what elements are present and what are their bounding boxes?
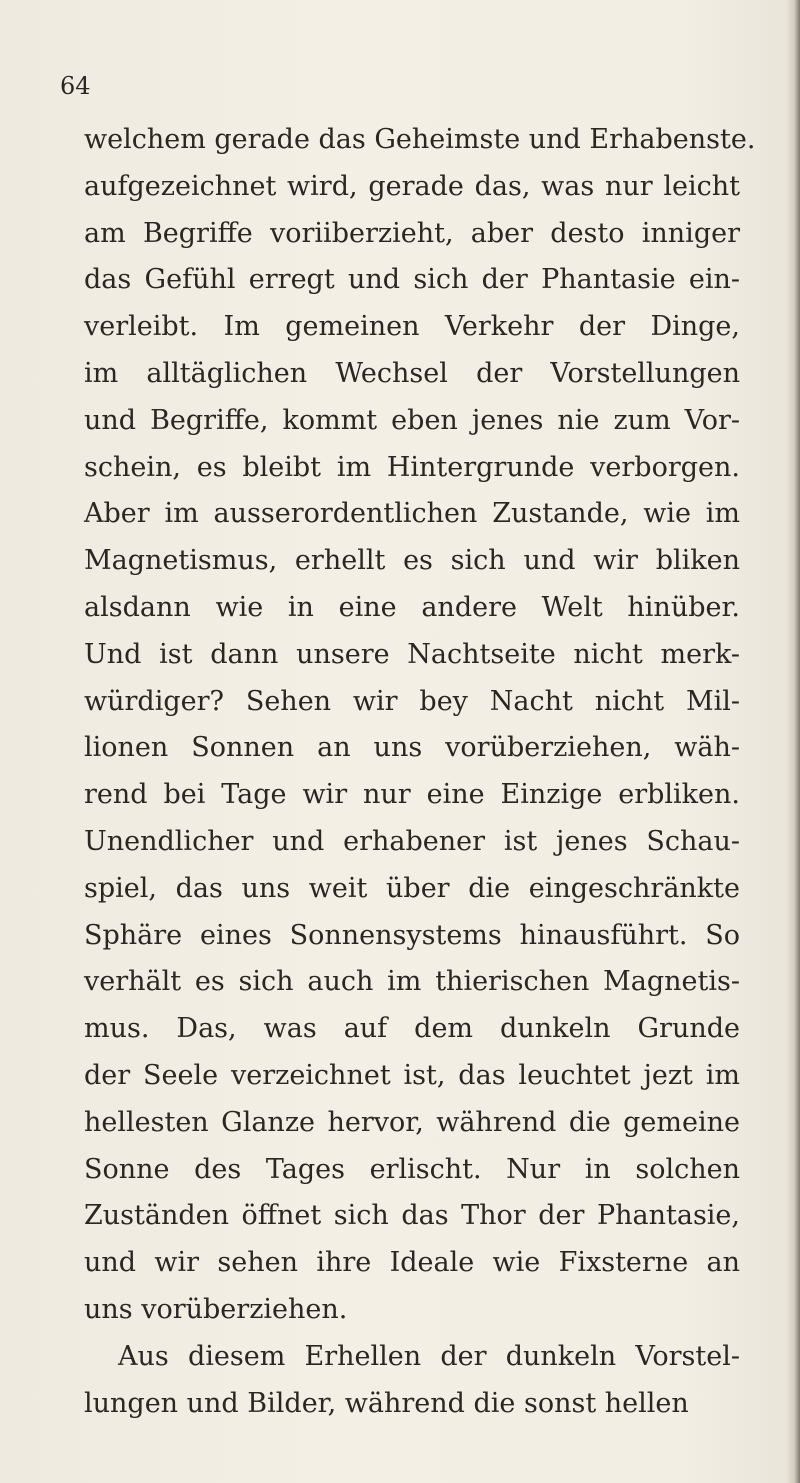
- text-line: der Seele verzeichnet ist, das leuchtet jezt im: [84, 1059, 740, 1091]
- page-number: 64: [60, 72, 91, 100]
- page-edge-shadow: [786, 0, 800, 1483]
- text-line: und wir sehen ihre Ideale wie Fixsterne an: [84, 1247, 740, 1279]
- text-line: am Begriffe voriiberzieht, aber desto inniger: [84, 217, 740, 249]
- text-line: Zuständen öffnet sich das Thor der Phantasie,: [84, 1200, 740, 1232]
- text-line: Unendlicher und erhabener ist jenes Schau-: [84, 825, 740, 857]
- text-line: lungen und Bilder, während die sonst hellen: [84, 1387, 689, 1419]
- text-line: lionen Sonnen an uns vorüberziehen, wäh-: [84, 732, 740, 764]
- text-line: Aber im ausserordentlichen Zustande, wie im: [84, 498, 740, 530]
- text-line: das Gefühl erregt und sich der Phantasie ein-: [84, 264, 740, 296]
- text-line: verhält es sich auch im thierischen Magnetis-: [84, 966, 740, 998]
- text-line: rend bei Tage wir nur eine Einzige erbliken.: [84, 779, 740, 811]
- text-line: welchem gerade das Geheimste und Erhabenste.: [84, 124, 756, 155]
- text-line: Und ist dann unsere Nachtseite nicht merk-: [84, 638, 740, 670]
- text-line: im alltäglichen Wechsel der Vorstellungen: [84, 357, 740, 389]
- text-line: würdiger? Sehen wir bey Nacht nicht Mil-: [84, 685, 740, 717]
- text-line: Sonne des Tages erlischt. Nur in solchen: [84, 1153, 740, 1185]
- text-line: aufgezeichnet wird, gerade das, was nur leicht: [84, 170, 740, 202]
- body-text: [84, 117, 756, 1427]
- text-line: Sphäre eines Sonnensystems hinausführt. So: [84, 919, 740, 951]
- text-line: schein, es bleibt im Hintergrunde verborgen.: [84, 451, 740, 483]
- text-line: mus. Das, was auf dem dunkeln Grunde: [84, 1013, 740, 1045]
- text-line: verleibt. Im gemeinen Verkehr der Dinge,: [84, 311, 740, 343]
- text-line: Aus diesem Erhellen der dunkeln Vorstel-: [118, 1340, 740, 1372]
- text-line: spiel, das uns weit über die eingeschränkte: [84, 872, 740, 904]
- text-line: alsdann wie in eine andere Welt hinüber.: [84, 591, 740, 623]
- text-line: uns vorüberziehen.: [84, 1293, 348, 1325]
- text-line: Magnetismus, erhellt es sich und wir bliken: [84, 545, 740, 577]
- text-line: hellesten Glanze hervor, während die gemeine: [84, 1106, 740, 1138]
- text-line: und Begriffe, kommt eben jenes nie zum Vor-: [84, 404, 740, 436]
